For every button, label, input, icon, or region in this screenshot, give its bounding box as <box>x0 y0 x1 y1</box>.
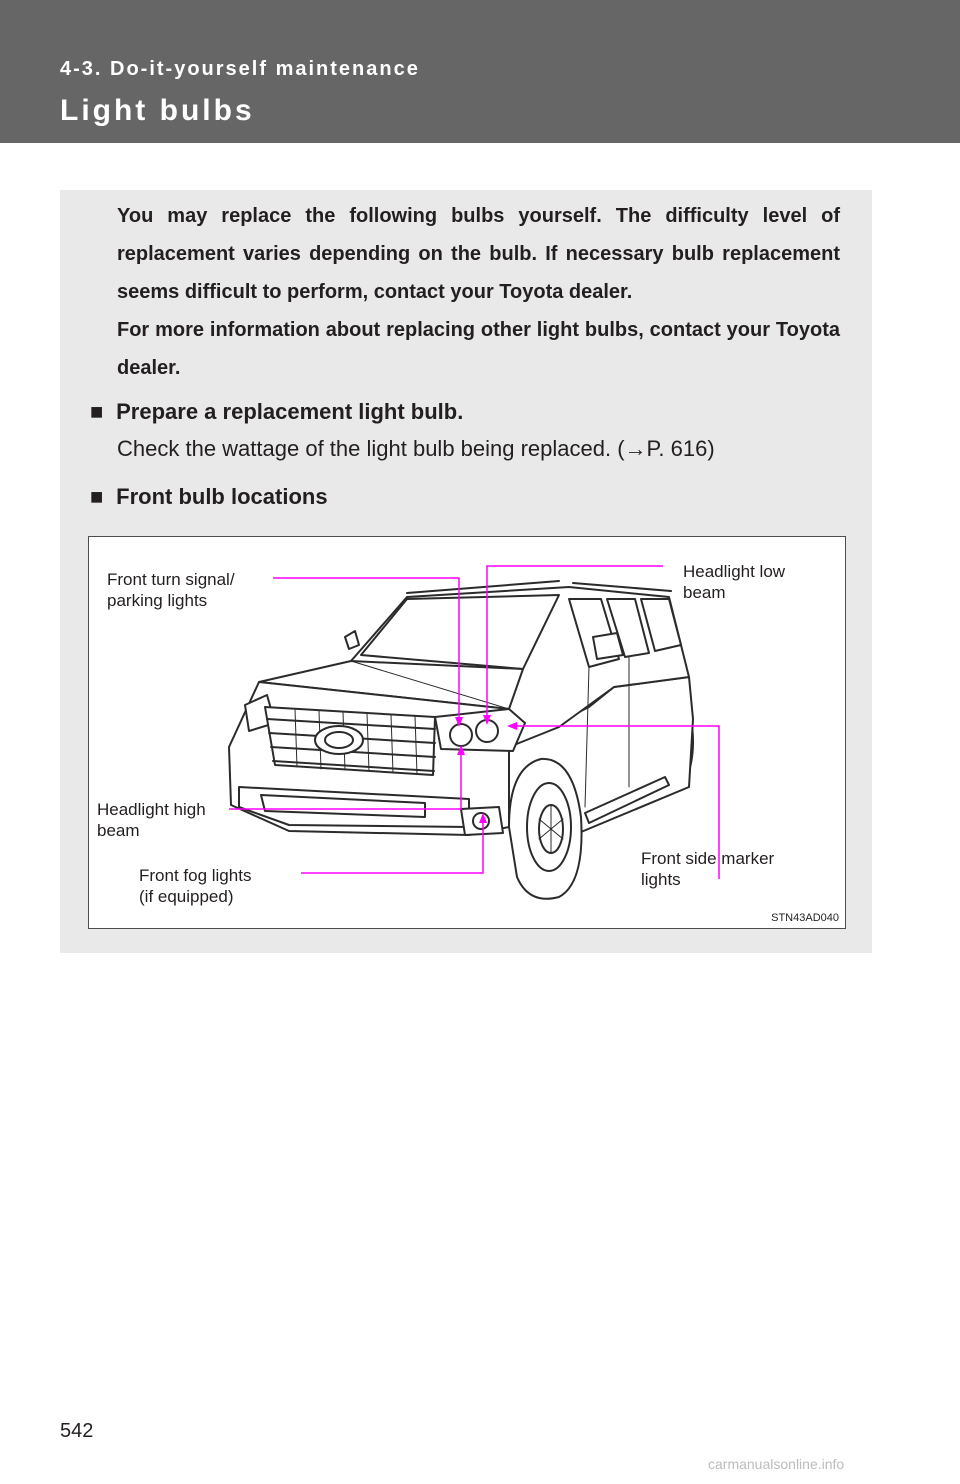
callout-high-beam: Headlight high beam <box>97 800 206 840</box>
wattage-instruction: Check the wattage of the light bulb being replaced. (→P. 616) <box>117 436 715 461</box>
heading-text: Front bulb locations <box>116 484 328 509</box>
heading-prepare-bulb <box>90 399 463 425</box>
square-bullet-icon: ■ <box>90 484 104 509</box>
bulb-location-figure <box>88 536 846 929</box>
figure-code: STN43AD040 <box>771 912 839 924</box>
page-number: 542 <box>60 1420 94 1442</box>
content-box <box>60 190 872 953</box>
callout-fog-lights: Front fog lights (if equipped) <box>139 866 252 906</box>
watermark: carmanualsonline.info <box>708 1456 845 1472</box>
page-title: Light bulbs <box>60 94 255 127</box>
intro-paragraph-2: For more information about replacing other light bulbs, contact your Toyota dealer. <box>117 319 840 379</box>
heading-text: Prepare a replacement light bulb. <box>116 399 464 424</box>
square-bullet-icon: ■ <box>90 399 104 424</box>
page-header <box>0 0 960 143</box>
section-label: 4-3. Do-it-yourself maintenance <box>60 58 420 80</box>
callout-side-marker: Front side marker lights <box>641 849 775 889</box>
callout-turn-signal: Front turn signal/ parking lights <box>107 570 235 610</box>
intro-paragraph: You may replace the following bulbs yourself. The difficulty level of replacement varies depending on the bulb. If necessary bulb replacement seems difficult to perform, contact your Toyota dealer. <box>117 205 840 303</box>
heading-front-bulb-locations <box>90 484 328 510</box>
callout-low-beam: Headlight low beam <box>683 562 786 602</box>
